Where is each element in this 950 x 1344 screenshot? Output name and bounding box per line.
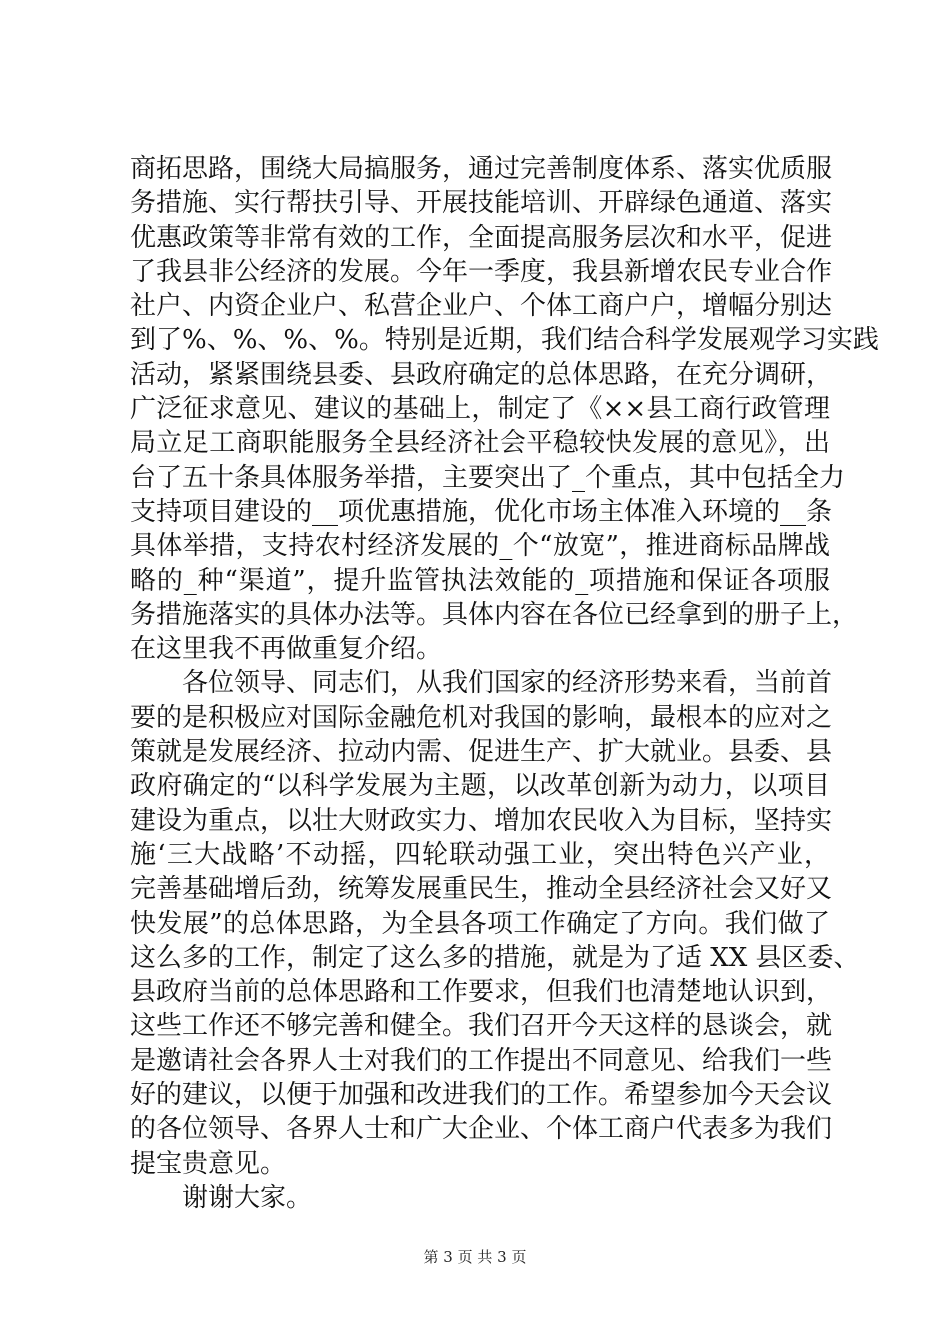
text-line: 的各位领导、各界人士和广大企业、个体工商户代表多为我们 bbox=[130, 1114, 833, 1145]
text-line: 好的建议，以便于加强和改进我们的工作。希望参加今天会议 bbox=[130, 1080, 833, 1111]
text-line: 务措施落实的具体办法等。具体内容在各位已经拿到的册子上， bbox=[130, 599, 859, 630]
text-line: 县政府当前的总体思路和工作要求，但我们也清楚地认识到， bbox=[130, 977, 833, 1008]
text-line: 在这里我不再做重复介绍。 bbox=[130, 634, 443, 665]
page-number-footer: 第 3 页 共 3 页 bbox=[423, 1248, 527, 1266]
text-line: 施‘三大战略’不动摇，四轮联动强工业，突出特色兴产业， bbox=[130, 839, 830, 870]
text-line: 支持项目建设的__项优惠措施，优化市场主体准入环境的__条 bbox=[130, 496, 833, 527]
text-line: 了我县非公经济的发展。今年一季度，我县新增农民专业合作 bbox=[130, 256, 833, 287]
text-line: 策就是发展经济、拉动内需、促进生产、扩大就业。县委、县 bbox=[130, 737, 833, 768]
text-line: 广泛征求意见、建议的基础上，制定了《××县工商行政管理 bbox=[130, 394, 830, 425]
text-line: 提宝贵意见。 bbox=[130, 1148, 287, 1179]
text-line: 是邀请社会各界人士对我们的工作提出不同意见、给我们一些 bbox=[130, 1045, 833, 1076]
text-line: 要的是积极应对国际金融危机对我国的影响，最根本的应对之 bbox=[130, 702, 833, 733]
text-line: 局立足工商职能服务全县经济社会平稳较快发展的意见》，出 bbox=[130, 428, 830, 459]
text-line: 优惠政策等非常有效的工作，全面提高服务层次和水平，促进 bbox=[130, 222, 833, 253]
text-line: 略的_种“渠道”，提升监管执法效能的_项措施和保证各项服 bbox=[130, 565, 830, 596]
text-line: 具体举措，支持农村经济发展的_个“放宽”，推进商标品牌战 bbox=[130, 531, 830, 562]
text-line: 商拓思路，围绕大局搞服务，通过完善制度体系、落实优质服 bbox=[130, 154, 833, 184]
text-line: 建设为重点，以壮大财政实力、增加农民收入为目标，坚持实 bbox=[130, 805, 833, 836]
text-line: 活动，紧紧围绕县委、县政府确定的总体思路，在充分调研， bbox=[130, 359, 833, 390]
text-line: 台了五十条具体服务举措，主要突出了_个重点，其中包括全力 bbox=[130, 462, 846, 493]
text-line: 到了%、%、%、%。特别是近期，我们结合科学发展观学习实践 bbox=[130, 325, 879, 356]
text-line: 谢谢大家。 bbox=[130, 1182, 313, 1213]
text-line: 务措施、实行帮扶引导、开展技能培训、开辟绿色通道、落实 bbox=[130, 188, 833, 219]
text-line: 这么多的工作，制定了这么多的措施，就是为了适 XX 县区委、 bbox=[130, 942, 860, 973]
text-line: 各位领导、同志们，从我们国家的经济形势来看，当前首 bbox=[130, 668, 833, 699]
text-line: 快发展”的总体思路，为全县各项工作确定了方向。我们做了 bbox=[130, 908, 830, 939]
text-line: 这些工作还不够完善和健全。我们召开今天这样的恳谈会，就 bbox=[130, 1011, 833, 1042]
text-line: 完善基础增后劲，统筹发展重民生，推动全县经济社会又好又 bbox=[130, 874, 833, 905]
document-body bbox=[130, 152, 879, 1215]
text-line: 政府确定的“以科学发展为主题，以改革创新为动力，以项目 bbox=[130, 771, 830, 802]
text-line: 社户、内资企业户、私营企业户、个体工商户户，增幅分别达 bbox=[130, 291, 833, 322]
